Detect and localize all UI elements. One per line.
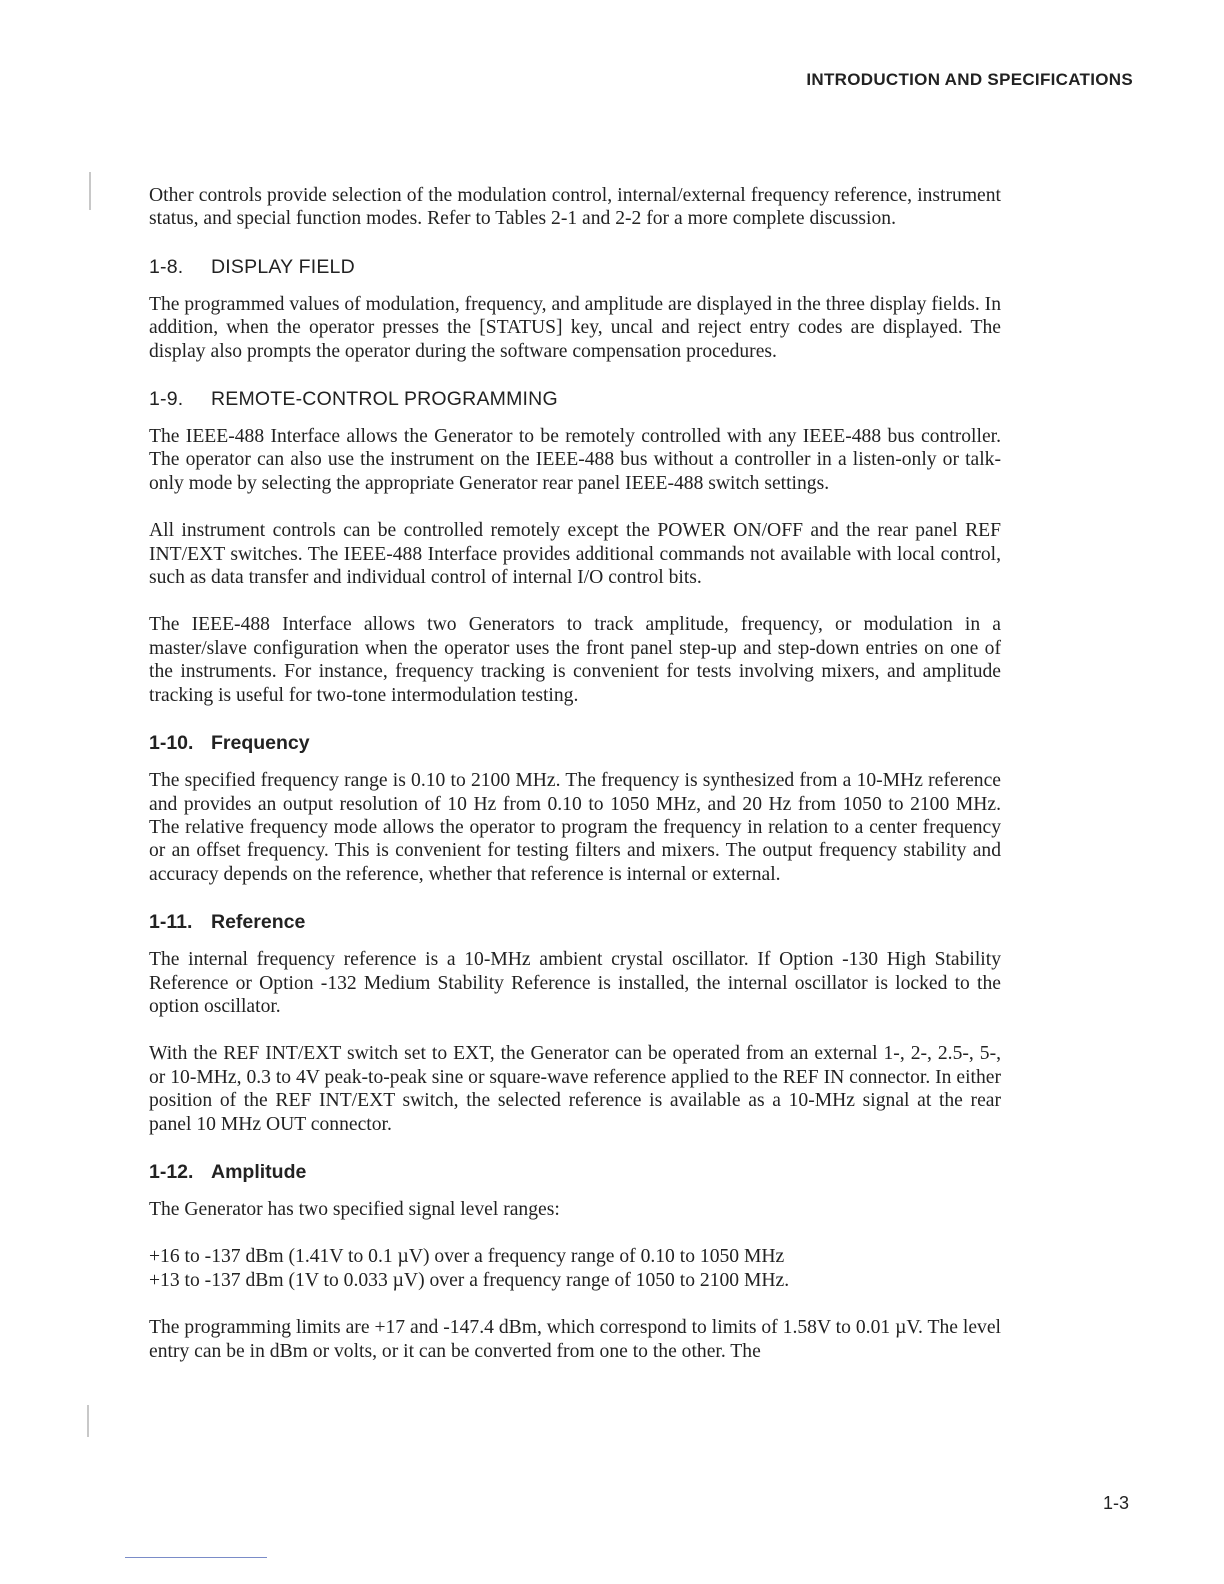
display-field-paragraph: The programmed values of modulation, frequency, and amplitude are displayed in the three display fields. In addition, when the operator presses the [STATUS] key, uncal and reject entry codes are displayed. The display also prompts the operator during the software compensation procedures.	[149, 293, 1001, 362]
signal-level-range-1: +16 to -137 dBm (1.41V to 0.1 µV) over a frequency range of 0.10 to 1050 MHz	[149, 1246, 785, 1268]
section-number: 1-9.	[149, 388, 184, 411]
signal-level-ranges	[149, 1245, 1001, 1292]
section-number: 1-8.	[149, 255, 184, 278]
scan-mark-bottom	[87, 1405, 89, 1437]
scan-mark-top	[89, 172, 91, 210]
section-number: 1-11.	[149, 911, 193, 934]
section-heading-1-11	[149, 910, 1001, 934]
page-body	[149, 184, 1001, 1363]
intro-paragraph: Other controls provide selection of the modulation control, internal/external frequency reference, instrument status, and special function modes. Refer to Tables 2-1 and 2-2 for a more complete discussion.	[149, 185, 1001, 230]
signal-level-range-2: +13 to -137 dBm (1V to 0.033 µV) over a frequency range of 1050 to 2100 MHz.	[149, 1269, 790, 1291]
section-heading-1-8	[149, 255, 1001, 279]
remote-control-paragraph-1: The IEEE-488 Interface allows the Generator to be remotely controlled with any IEEE-488 bus controller. The operator can also use the instrument on the IEEE-488 bus without a controller in a listen-only or talk-only mode by selecting the appropriate Generator rear panel IEEE-488 switch settings.	[149, 426, 1001, 494]
footer-rule	[125, 1557, 267, 1558]
section-number: 1-12.	[149, 1160, 194, 1183]
page-number: 1-3	[1102, 1493, 1129, 1513]
reference-paragraph-2: With the REF INT/EXT switch set to EXT, the Generator can be operated from an external 1-, 2-, 2.5-, 5-, or 10-MHz, 0.3 to 4V peak-to-peak sine or square-wave reference applied to the REF IN connector. In either position of the REF INT/EXT switch, the selected reference is available as a 10-MHz signal at the rear panel 10 MHz OUT connector.	[149, 1043, 1001, 1135]
reference-paragraph-1: The internal frequency reference is a 10-MHz ambient crystal oscillator. If Option -130 High Stability Reference or Option -132 Medium Stability Reference is installed, the internal oscillator is locked to the option oscillator.	[149, 949, 1001, 1017]
remote-control-paragraph-2: All instrument controls can be controlled remotely except the POWER ON/OFF and the rear panel REF INT/EXT switches. The IEEE-488 Interface provides additional commands not available with local control, such as data transfer and individual control of internal I/O control bits.	[149, 520, 1001, 589]
amplitude-paragraph-1: The Generator has two specified signal level ranges:	[149, 1198, 560, 1220]
amplitude-paragraph-2: The programming limits are +17 and -147.4 dBm, which correspond to limits of 1.58V to 0.01 µV. The level entry can be in dBm or volts, or it can be converted from one to the other. The	[149, 1317, 1001, 1362]
section-number: 1-10.	[149, 732, 194, 755]
section-title: Amplitude	[211, 1160, 307, 1183]
section-title: Frequency	[211, 732, 310, 755]
running-header: INTRODUCTION AND SPECIFICATIONS	[806, 70, 1133, 89]
frequency-paragraph: The specified frequency range is 0.10 to 2100 MHz. The frequency is synthesized from a 10-MHz reference and provides an output resolution of 10 Hz from 0.10 to 1050 MHz, and 20 Hz from 1050 to 2100 MHz. The relative frequency mode allows the operator to program the frequency in relation to a center frequency or an offset frequency. This is convenient for testing filters and mixers. The output frequency stability and accuracy depends on the reference, whether that reference is internal or external.	[149, 770, 1001, 885]
section-title: DISPLAY FIELD	[211, 255, 355, 278]
section-heading-1-9	[149, 387, 1001, 411]
remote-control-paragraph-3: The IEEE-488 Interface allows two Generators to track amplitude, frequency, or modulation in a master/slave configuration when the operator uses the front panel step-up and step-down entries on one of the instruments. For instance, frequency tracking is convenient for tests involving mixers, and amplitude tracking is useful for two-tone intermodulation testing.	[149, 614, 1001, 706]
section-heading-1-12	[149, 1160, 1001, 1184]
section-title: Reference	[211, 911, 306, 934]
section-title: REMOTE-CONTROL PROGRAMMING	[211, 388, 558, 411]
section-heading-1-10	[149, 731, 1001, 755]
